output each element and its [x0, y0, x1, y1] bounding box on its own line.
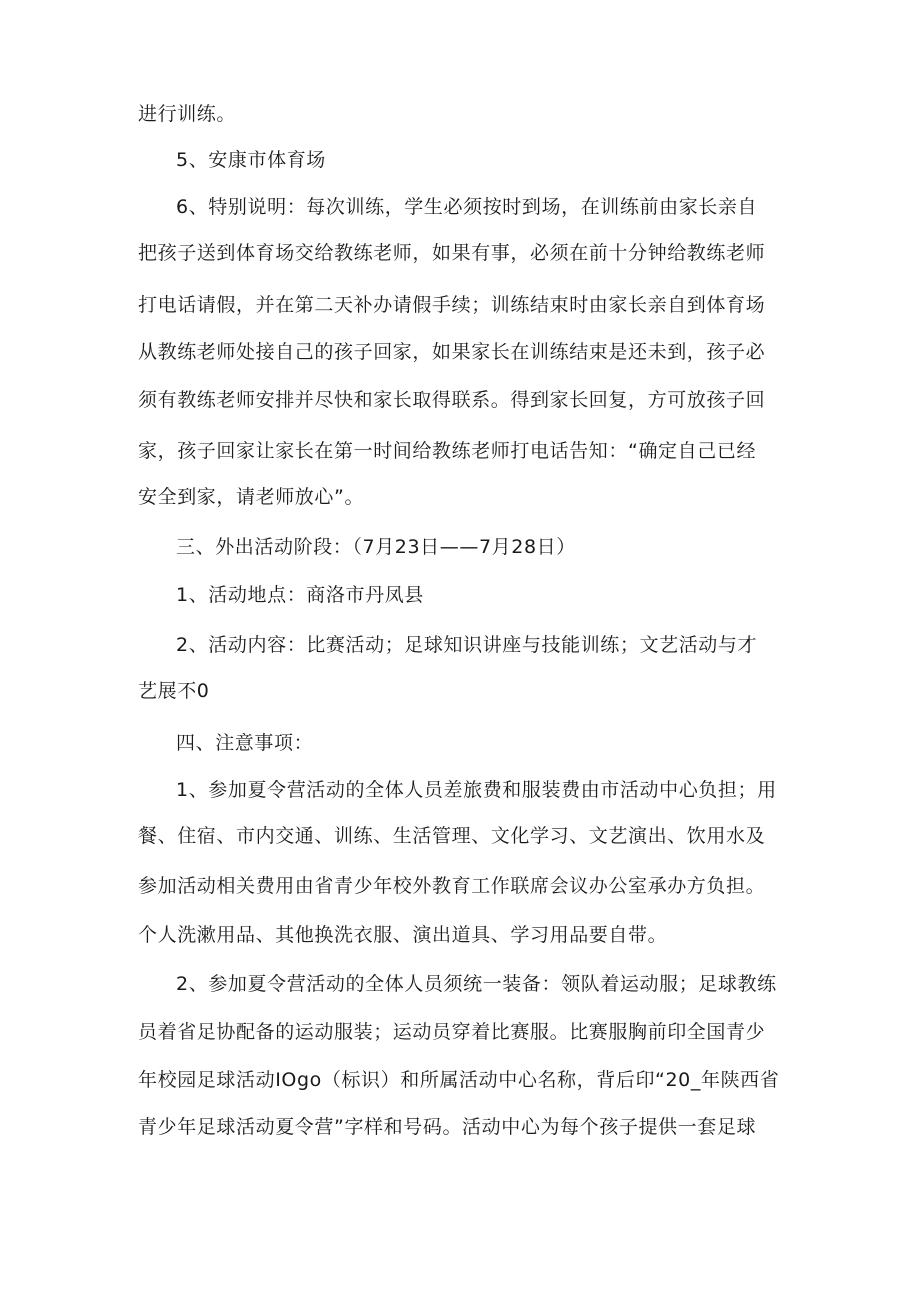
text-line: 艺展不0 [138, 680, 210, 702]
section-heading: 三、外出活动阶段：（7月23日——7月28日） [176, 536, 576, 558]
text-line: 个人洗漱用品、其他换洗衣服、演出道具、学习用品要自带。 [138, 924, 668, 946]
text-line: 把孩子送到体育场交给教练老师，如果有事，必须在前十分钟给教练老师 [138, 242, 766, 264]
text-line: 打电话请假，并在第二天补办请假手续；训练结束时由家长亲自到体育场 [138, 294, 766, 316]
text-line: 6、特别说明：每次训练，学生必须按时到场，在训练前由家长亲自 [176, 196, 758, 218]
text-line: 年校园足球活动IOgo（标识）和所属活动中心名称，背后印“20_年陕西省 [138, 1069, 780, 1091]
text-line: 须有教练老师安排并尽快和家长取得联系。得到家长回复，方可放孩子回 [138, 389, 766, 411]
text-line: 家，孩子回家让家长在第一时间给教练老师打电话告知：“确定自己已经 [138, 440, 757, 462]
text-line: 5、安康市体育场 [176, 149, 326, 171]
text-line: 餐、住宿、市内交通、训练、生活管理、文化学习、文艺演出、饮用水及 [138, 825, 766, 847]
text-line: 进行训练。 [138, 103, 237, 125]
text-line: 青少年足球活动夏令营”字样和号码。活动中心为每个孩子提供一套足球 [138, 1116, 757, 1138]
text-line: 1、活动地点：商洛市丹凤县 [176, 584, 424, 606]
text-line: 1、参加夏令营活动的全体人员差旅费和服装费由市活动中心负担；用 [176, 779, 777, 801]
section-heading: 四、注意事项： [176, 732, 314, 754]
text-line: 安全到家，请老师放心”。 [138, 486, 365, 508]
text-line: 2、活动内容：比赛活动；足球知识讲座与技能训练；文艺活动与才 [176, 634, 758, 656]
text-line: 员着省足协配备的运动服装；运动员穿着比赛服。比赛服胸前印全国青少 [138, 1021, 766, 1043]
text-line: 从教练老师处接自己的孩子回家，如果家长在训练结束是还未到，孩子必 [138, 341, 766, 363]
text-line: 参加活动相关费用由省青少年校外教育工作联席会议办公室承办方负担。 [138, 875, 766, 897]
text-line: 2、参加夏令营活动的全体人员须统一装备：领队着运动服；足球教练 [176, 973, 777, 995]
